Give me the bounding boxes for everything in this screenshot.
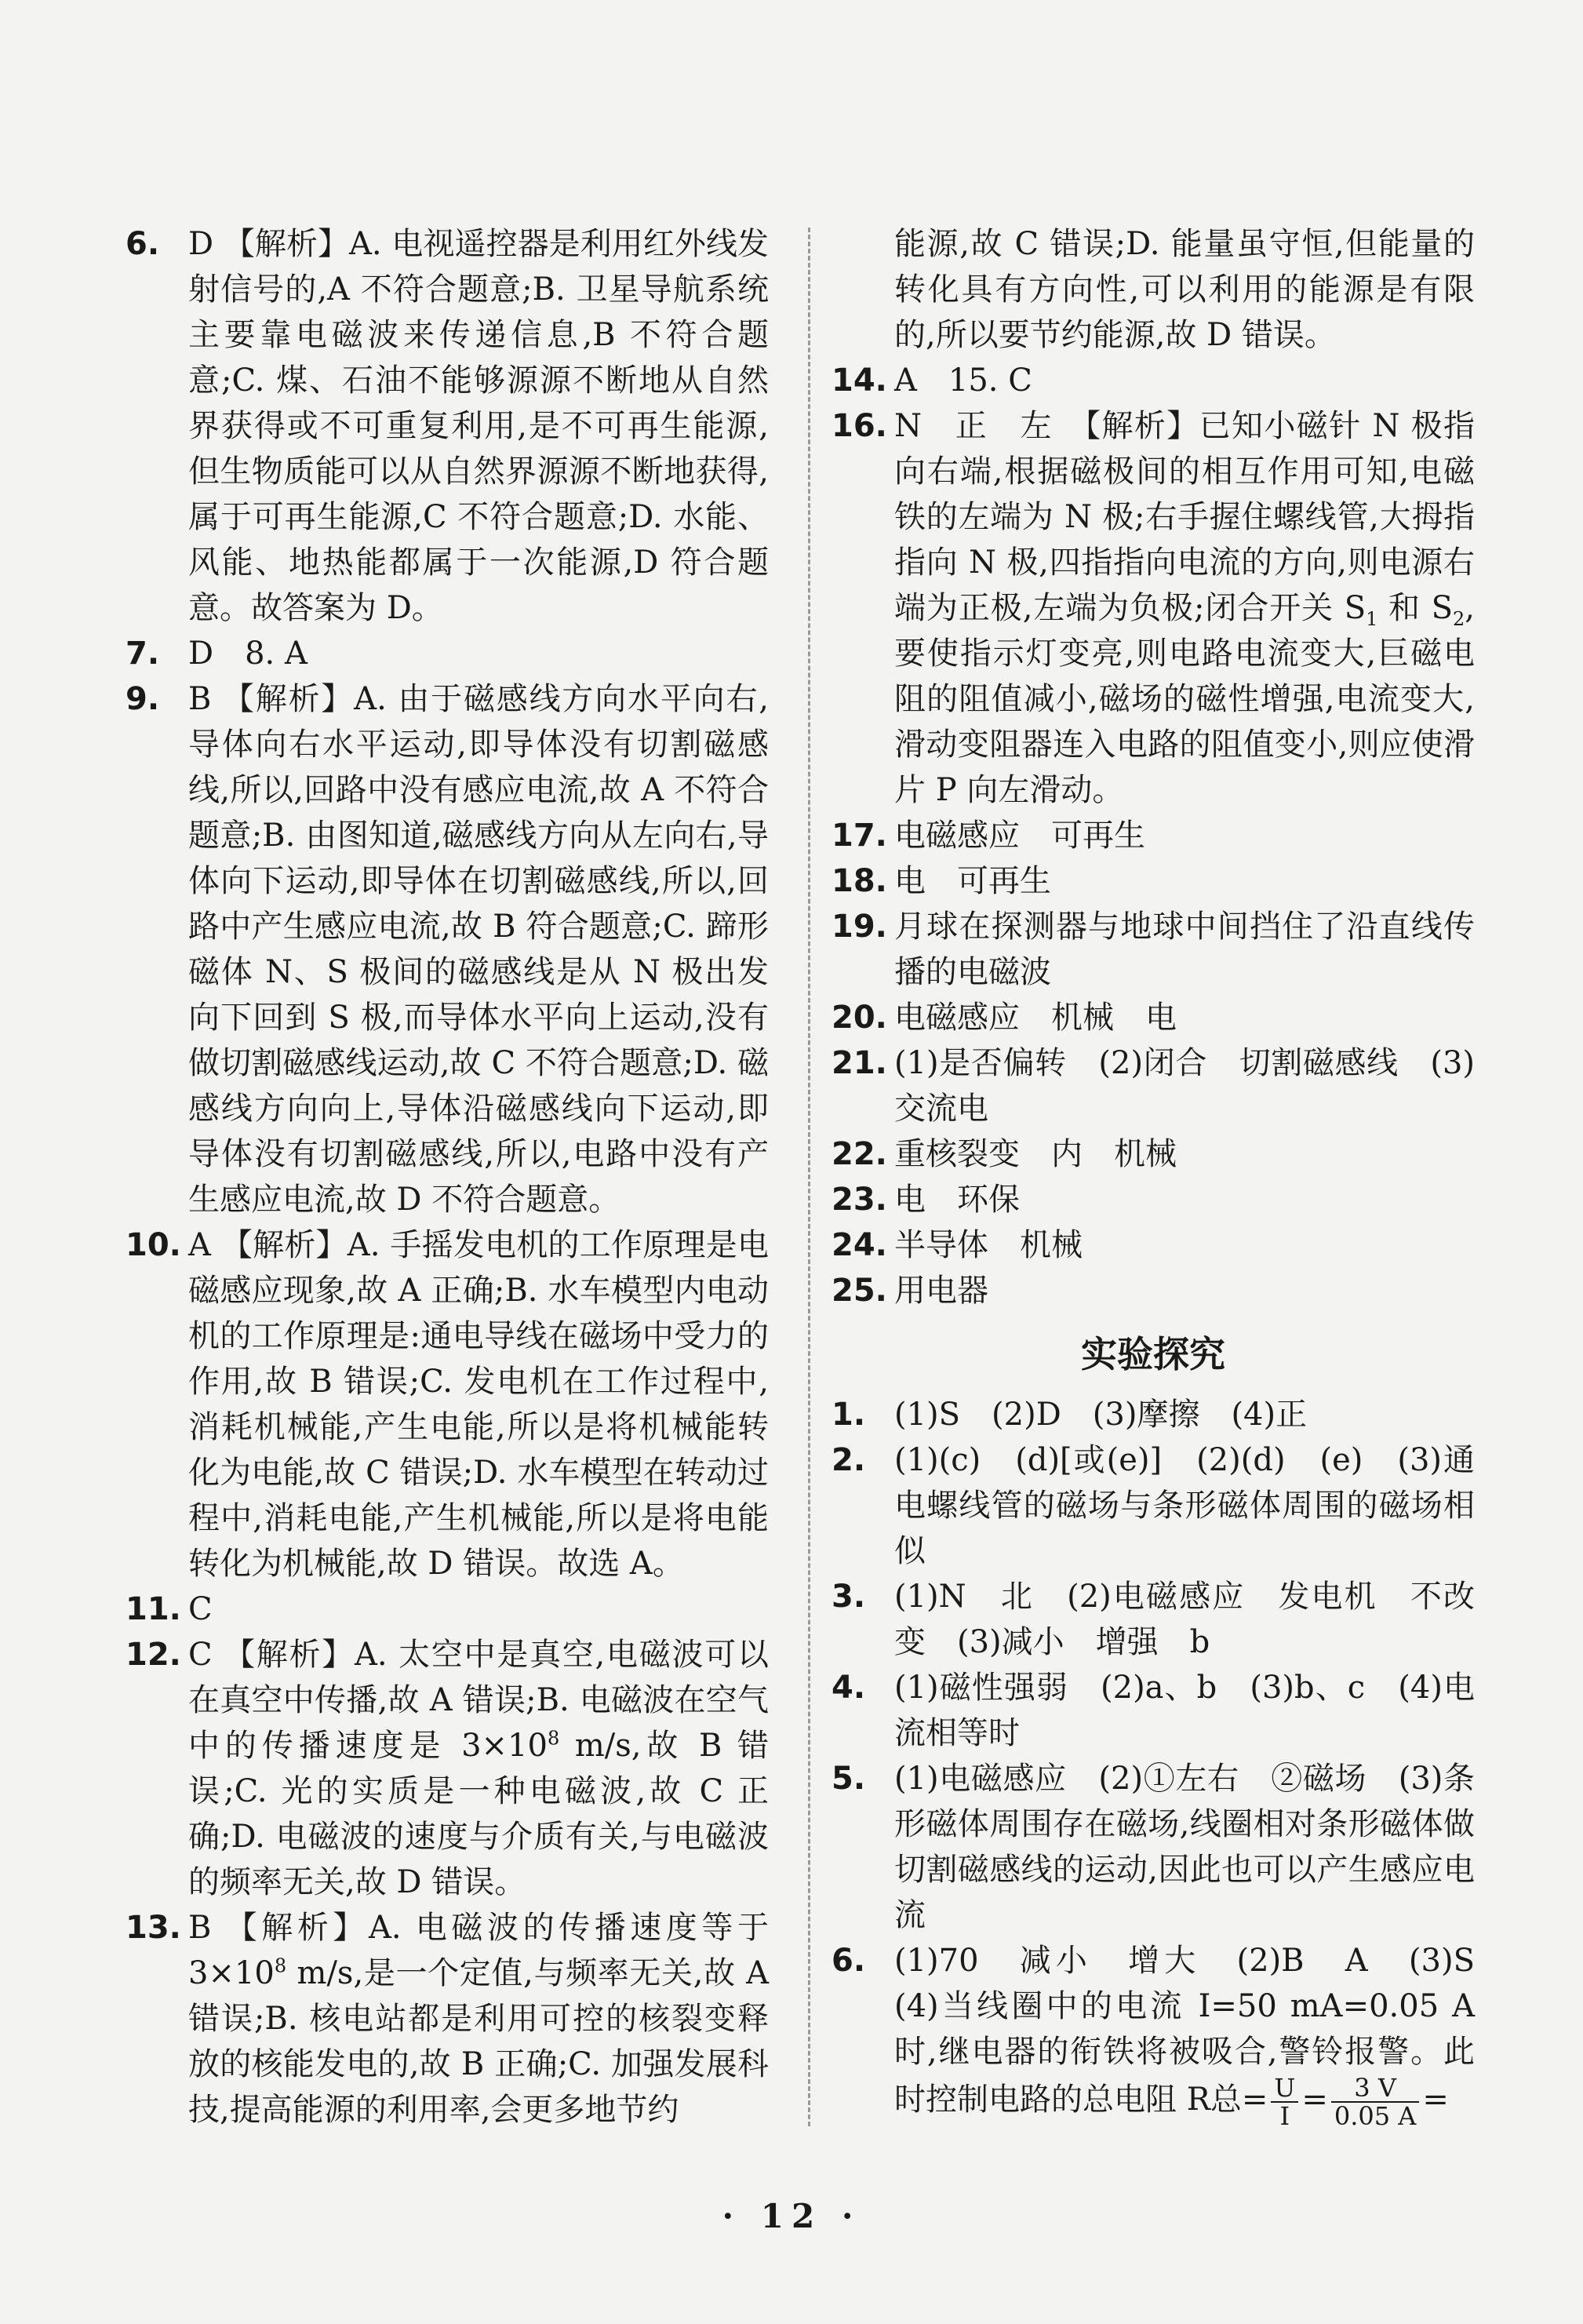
answer-6: 6. D 【解析】A. 电视遥控器是利用红外线发射信号的,A 不符合题意;B. 卫星导航系统主要靠电磁波来传递信息,B 不符合题意;C. 煤、石油不能够源源不断地从自然界获得或不可重复利用,是不可再生能源,但生物质能可以从自然界源源不断地获得,属于可再生能源,C 不符合题意;D. 水能、风能、地热能都属于一次能源,D 符合题意。故答案为 D。	[126, 226, 769, 626]
answer-7-8: 7. D 8. A	[126, 636, 308, 672]
answer-11: 11. C	[126, 1591, 213, 1627]
answer-14-15: 14. A 15. C	[832, 362, 1032, 399]
experiment-4: 4. (1)磁性强弱 (2)a、b (3)b、c (4)电流相等时	[832, 1670, 1475, 1751]
experiment-6: 6. (1)70 减小 增大 (2)B A (3)S (4)当线圈中的电流 I=50 mA=0.05 A 时,继电器的衔铁将被吸合,警铃报警。此时控制电路的总电阻 R总= $\frac{U}{I}$ = $\frac{3 V}{0.05 A}$ =	[832, 1943, 1506, 2131]
column-divider	[808, 228, 810, 2126]
answer-22: 22. 重核裂变 内 机械	[832, 1136, 1177, 1172]
experiment-3: 3. (1)N 北 (2)电磁感应 发电机 不改变 (3)减小 增强 b	[832, 1579, 1475, 1660]
answer-17: 17. 电磁感应 可再生	[832, 818, 1145, 854]
experiment-1: 1. (1)S (2)D (3)摩擦 (4)正	[832, 1397, 1308, 1433]
answer-13: 13. B 【解析】A. 电磁波的传播速度等于$3\times 10^8$ m/s,是一个定值,与频率无关,故 A 错误;B. 核电站都是利用可控的核裂变释放的核能发电的,故 B 正确;C. 加强发展科技,提高能源的利用率,会更多地节约	[126, 1910, 769, 2128]
answer-19: 19. 月球在探测器与地球中间挡住了沿直线传播的电磁波	[832, 909, 1475, 990]
answer-9: 9. B 【解析】A. 由于磁感线方向水平向右,导体向右水平运动,即导体没有切割磁感线,所以,回路中没有感应电流,故 A 不符合题意;B. 由图知道,磁感线方向从左向右,导体向下运动,即导体在切割磁感线,所以,回路中产生感应电流,故 B 符合题意;C. 蹄形磁体 N、S 极间的磁感线是从 N 极出发向下回到 S 极,而导体水平向上运动,没有做切割磁感线运动,故 C 不符合题意;D. 磁感线方向向上,导体沿磁感线向下运动,即导体没有切割磁感线,所以,电路中没有产生感应电流,故 D 不符合题意。	[126, 681, 769, 1218]
answer-20: 20. 电磁感应 机械 电	[832, 1000, 1177, 1036]
right-column	[832, 221, 1506, 2131]
answer-18: 18. 电 可再生	[832, 863, 1051, 899]
answer-21: 21. (1)是否偏转 (2)闭合 切割磁感线 (3)交流电	[832, 1045, 1475, 1127]
page-number: · 12 ·	[722, 2197, 861, 2235]
experiment-5: 5. (1)电磁感应 (2)①左右 ②磁场 (3)条形磁体周围存在磁场,线圈相对条形磁体做切割磁感线的运动,因此也可以产生感应电流	[832, 1761, 1475, 1933]
answer-23: 23. 电 环保	[832, 1182, 1020, 1218]
answer-24: 24. 半导体 机械	[832, 1227, 1083, 1263]
answer-16: 16. N 正 左 【解析】已知小磁针 N 极指向右端,根据磁极间的相互作用可知,电磁铁的左端为 N 极;右手握住螺线管,大拇指指向 N 极,四指指向电流的方向,则电源右端为正极,左端为负极;闭合开关 $S_1$ 和 $S_2$,要使指示灯变亮,则电路电流变大,巨磁电阻的阻值减小,磁场的磁性增强,电流变大,滑动变阻器连入电路的阻值变小,则应使滑片 P 向左滑动。	[832, 408, 1475, 808]
answer-13-continuation: 能源,故 C 错误;D. 能量虽守恒,但能量的转化具有方向性,可以利用的能源是有限的,所以要节约能源,故 D 错误。	[894, 226, 1475, 353]
answer-12: 12. C 【解析】A. 太空中是真空,电磁波可以在真空中传播,故 A 错误;B. 电磁波在空气中的传播速度是 $3\times 10^8$ m/s,故 B 错误;C. 光的实质是一种电磁波,故 C 正确;D. 电磁波的速度与介质有关,与电磁波的频率无关,故 D 错误。	[126, 1637, 770, 1900]
experiment-2: 2. (1)(c) (d)[或(e)] (2)(d) (e) (3)通电螺线管的磁场与条形磁体周围的磁场相似	[832, 1442, 1475, 1569]
answer-25: 25. 用电器	[832, 1273, 988, 1309]
fraction-voltage-over-current: $\frac{3 V}{0.05 A}$	[1331, 2074, 1420, 2129]
fraction-u-over-i: $\frac{U}{I}$	[1271, 2074, 1298, 2129]
section-title-experiments: 实验探究	[1081, 1333, 1225, 1375]
left-column	[126, 221, 769, 2133]
answer-10: 10. A 【解析】A. 手摇发电机的工作原理是电磁感应现象,故 A 正确;B. 水车模型内电动机的工作原理是:通电导线在磁场中受力的作用,故 B 错误;C. 发电机在工作过程中,消耗机械能,产生电能,所以是将机械能转化为电能,故 C 错误;D. 水车模型在转动过程中,消耗电能,产生机械能,所以是将电能转化为机械能,故 D 错误。故选 A。	[126, 1227, 769, 1582]
